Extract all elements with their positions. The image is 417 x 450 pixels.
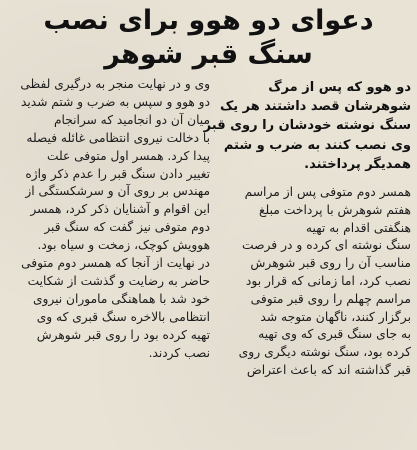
body-line: هوویش کوچک، زمخت و سیاه بود. <box>37 238 210 253</box>
column-divider <box>219 76 220 448</box>
body-line: نصب کردند. <box>148 345 210 360</box>
body-line: وی و در نهایت منجر به درگیری لفظی <box>20 77 210 91</box>
lead-line: دو هوو که پس از مرگ <box>268 80 411 95</box>
body-line: این اقوام و آشنایان ذکر کرد، همسر <box>30 202 210 217</box>
body-line: به جای سنگ قبری که وی تهیه <box>258 327 411 342</box>
body-line: دو هوو و سپس به ضرب و شتم شدید <box>21 94 210 109</box>
body-paragraph-left <box>6 76 210 363</box>
body-paragraph-right <box>226 184 411 380</box>
headline <box>0 4 417 72</box>
headline-line-2: سنگ قبر شوهر <box>104 39 313 70</box>
body-line: مهندس بر روی آن و سرشکستگی از <box>25 184 210 199</box>
body-line: مراسم چهلم را روی قبر متوفی <box>250 291 411 306</box>
body-line: برگزار کنند، ناگهان متوجه شد <box>260 309 411 324</box>
body-line: تهیه کرده بود را روی قبر شوهرش <box>36 327 210 342</box>
body-line: قبر گذاشته اند که باعث اعتراض <box>246 362 411 377</box>
body-line: سنگ نوشته ای کرده و در فرصت <box>242 238 411 253</box>
body-line: هفتم شوهرش با پرداخت مبلغ <box>258 202 411 217</box>
body-line: مناسب آن را روی قبر شوهرش <box>250 256 411 271</box>
body-line: هنگفتی اقدام به تهیه <box>305 220 411 235</box>
body-line: نصب کرد، اما زمانی که قرار بود <box>245 274 411 288</box>
right-column <box>203 76 411 448</box>
body-line: انتظامی بالاخره سنگ قبری که وی <box>36 309 210 324</box>
body-line: حاضر به رضایت و گذشت از شکایت <box>27 273 210 288</box>
lead-line: سنگ نوشته خودشان را روی قبر <box>203 118 411 134</box>
body-line: در نهایت از آنجا که همسر دوم متوفی <box>21 256 210 271</box>
headline-line-1: دعوای دو هوو برای نصب <box>43 5 374 36</box>
body-line: پیدا کرد. همسر اول متوفی علت <box>46 148 210 163</box>
body-line: کرده بود، سنگ نوشته دیگری روی <box>238 345 411 360</box>
lead-line: شوهرشان قصد داشتند هر یک <box>219 99 411 115</box>
body-line: همسر دوم متوفی پس از مراسم <box>244 185 411 200</box>
lead-line: همدیگر پرداختند. <box>304 156 411 172</box>
lead-paragraph <box>203 76 411 174</box>
left-column <box>6 76 210 448</box>
body-line: تغییر دادن سنگ قبر را عدم ذکر واژه <box>25 166 210 181</box>
lead-line: وی نصب کنند به ضرب و شتم <box>223 137 411 153</box>
body-line: خود شد با هماهنگی ماموران نیروی <box>32 291 210 306</box>
body-line: دوم متوفی نیز گفت که سنگ قبر <box>44 220 210 235</box>
article-columns <box>6 76 411 448</box>
body-line: میان آن دو انجامید که سرانجام <box>53 112 210 127</box>
body-line: با دخالت نیروی انتظامی غائله فیصله <box>26 130 210 145</box>
